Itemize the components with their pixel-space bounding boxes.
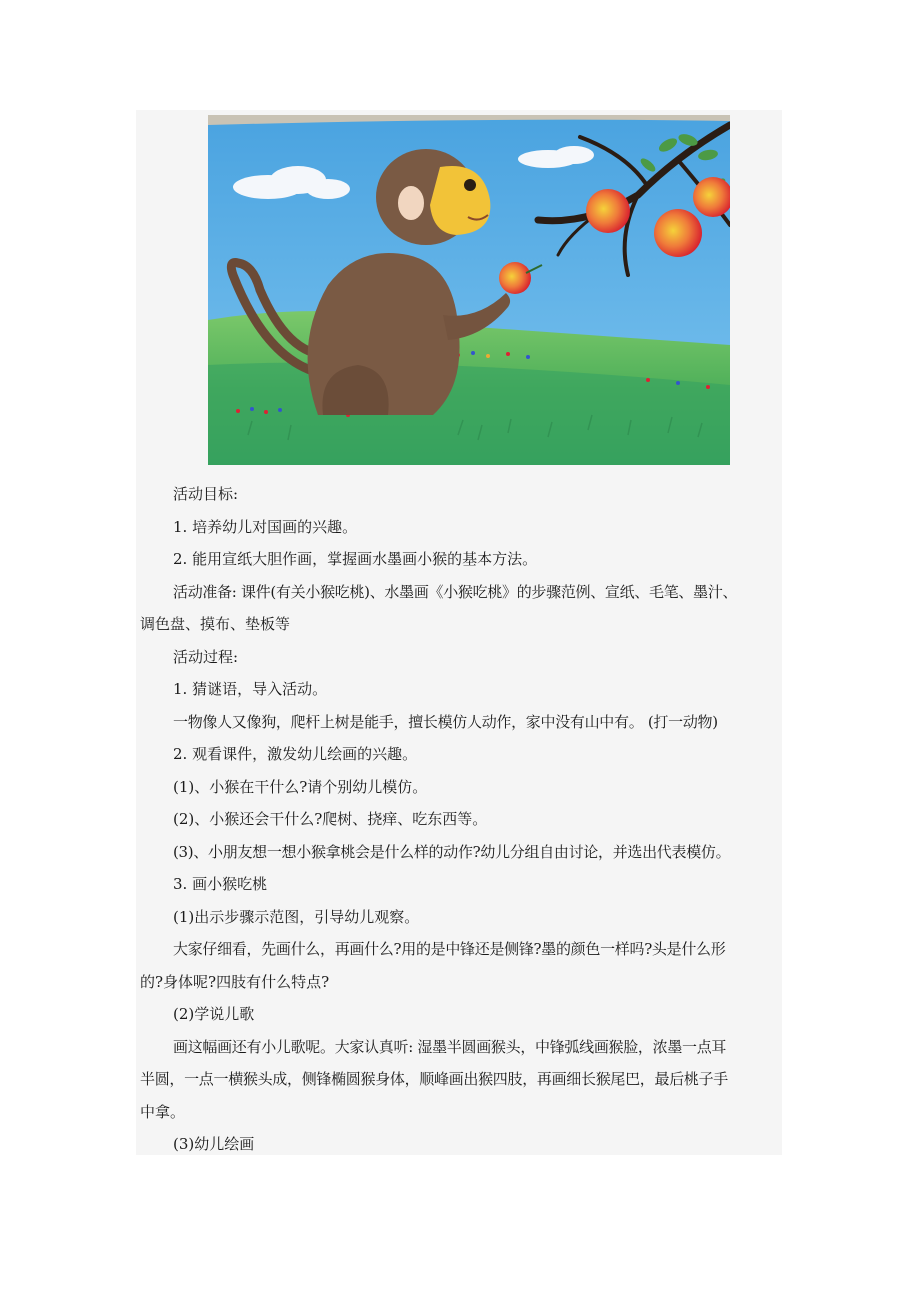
paragraph: 1. 猜谜语，导入活动。: [173, 680, 328, 698]
monkey-ear: [397, 185, 425, 221]
monkey-eating-peach-painting: [208, 115, 730, 465]
peach-in-hand: [499, 262, 531, 294]
paragraph: 调色盘、摸布、垫板等: [140, 615, 291, 633]
paragraph: 1. 培养幼儿对国画的兴趣。: [173, 517, 358, 536]
paragraph: 画这幅画还有小儿歌呢。大家认真听: 湿墨半圆画猴头，中锋弧线画猴脸，浓墨一点耳: [173, 1037, 727, 1056]
paragraph: (3)幼儿绘画: [173, 1135, 255, 1153]
paragraph: (3)、小朋友想一想小猴拿桃会是什么样的动作?幼儿分组自由讨论，并选出代表模仿。: [173, 842, 731, 861]
paragraph: 中拿。: [140, 1102, 186, 1121]
paragraph: 半圆，一点一横猴头成，侧锋椭圆猴身体，顺峰画出猴四肢，再画细长猴尾巴，最后桃子手: [140, 1070, 729, 1088]
paragraph: 一物像人又像狗，爬杆上树是能手，擅长模仿人动作，家中没有山中有。 (打一动物): [173, 712, 718, 731]
paragraph: (1)、小猴在干什么?请个别幼儿模仿。: [173, 777, 428, 796]
paragraph: (1)出示步骤示范图，引导幼儿观察。: [173, 907, 420, 926]
monkey-eye: [464, 179, 476, 191]
document-page: [136, 110, 782, 1155]
paragraph: (2)学说儿歌: [173, 1005, 255, 1023]
paragraph: 大家仔细看，先画什么，再画什么?用的是中锋还是侧锋?墨的颜色一样吗?头是什么形: [173, 940, 726, 958]
paragraph: 的?身体呢?四肢有什么特点?: [140, 972, 330, 991]
paragraph: (2)、小猴还会干什么?爬树、挠痒、吃东西等。: [173, 810, 488, 828]
paragraph: 3. 画小猴吃桃: [173, 875, 268, 893]
painting-svg: [208, 115, 730, 465]
paragraph: 2. 能用宣纸大胆作画，掌握画水墨画小猴的基本方法。: [173, 550, 538, 568]
paragraph: 活动过程:: [173, 647, 239, 666]
paragraph: 2. 观看课件，激发幼儿绘画的兴趣。: [173, 745, 418, 763]
document-body: [140, 478, 778, 1161]
paragraph: 活动目标:: [173, 485, 239, 503]
paragraph: 活动准备: 课件(有关小猴吃桃)、水墨画《小猴吃桃》的步骤范例、宣纸、毛笔、墨汁、: [173, 582, 738, 601]
